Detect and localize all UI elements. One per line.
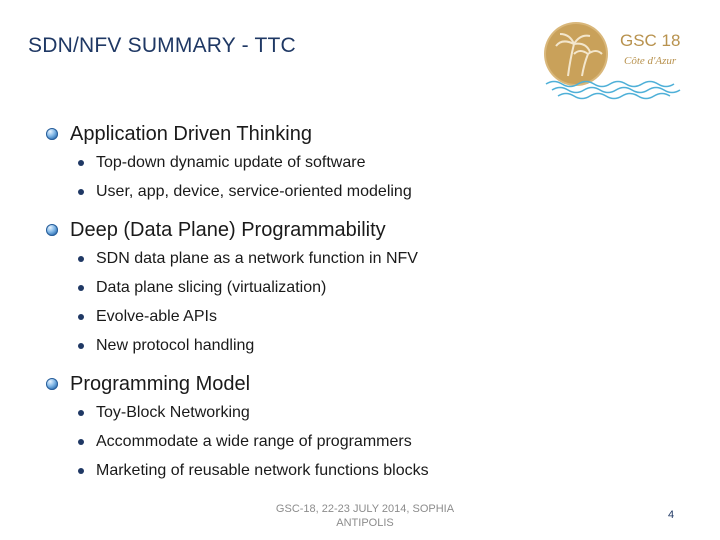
bullet-dot-icon xyxy=(78,256,84,262)
bullet-label: Application Driven Thinking xyxy=(70,122,312,145)
sub-item: Top-down dynamic update of software xyxy=(78,148,686,177)
gsc18-logo xyxy=(538,14,694,100)
sub-item: SDN data plane as a network function in NFV xyxy=(78,244,686,273)
bullet-application-driven xyxy=(46,120,686,148)
sub-list xyxy=(46,398,686,485)
bullet-dot-icon xyxy=(78,189,84,195)
page-number: 4 xyxy=(668,509,675,521)
sub-item: User, app, device, service-oriented modeling xyxy=(78,177,686,206)
logo-text-sub: Côte d'Azur xyxy=(624,55,677,67)
bullet-dot-icon xyxy=(78,160,84,166)
slide-footer xyxy=(255,502,475,530)
bullet-dot-icon xyxy=(78,468,84,474)
bullet-dot-icon xyxy=(78,410,84,416)
slide-title: SDN/NFV SUMMARY - TTC xyxy=(28,34,296,57)
bullet-dot-icon xyxy=(78,285,84,291)
sub-list xyxy=(46,148,686,206)
bullet-deep-programmability xyxy=(46,216,686,244)
bullet-dot-icon xyxy=(78,314,84,320)
sub-item: Toy-Block Networking xyxy=(78,398,686,427)
sub-item: Accommodate a wide range of programmers xyxy=(78,427,686,456)
bullet-dot-icon xyxy=(78,439,84,445)
bullet-programming-model xyxy=(46,370,686,398)
sub-item: Data plane slicing (virtualization) xyxy=(78,273,686,302)
bullet-dot-icon xyxy=(78,343,84,349)
bullet-ball-icon xyxy=(46,128,58,140)
bullet-label: Programming Model xyxy=(70,372,251,395)
footer-line: GSC-18, 22-23 JULY 2014, SOPHIA xyxy=(275,503,455,515)
sub-list xyxy=(46,244,686,360)
footer-line: ANTIPOLIS xyxy=(336,517,394,529)
sub-item: New protocol handling xyxy=(78,331,686,360)
logo-text-main: GSC 18 xyxy=(620,31,681,50)
bullet-ball-icon xyxy=(46,224,58,236)
sub-item: Evolve-able APIs xyxy=(78,302,686,331)
bullet-label: Deep (Data Plane) Programmability xyxy=(70,218,386,241)
sub-item: Marketing of reusable network functions blocks xyxy=(78,456,686,485)
bullet-list xyxy=(46,116,686,485)
bullet-ball-icon xyxy=(46,378,58,390)
